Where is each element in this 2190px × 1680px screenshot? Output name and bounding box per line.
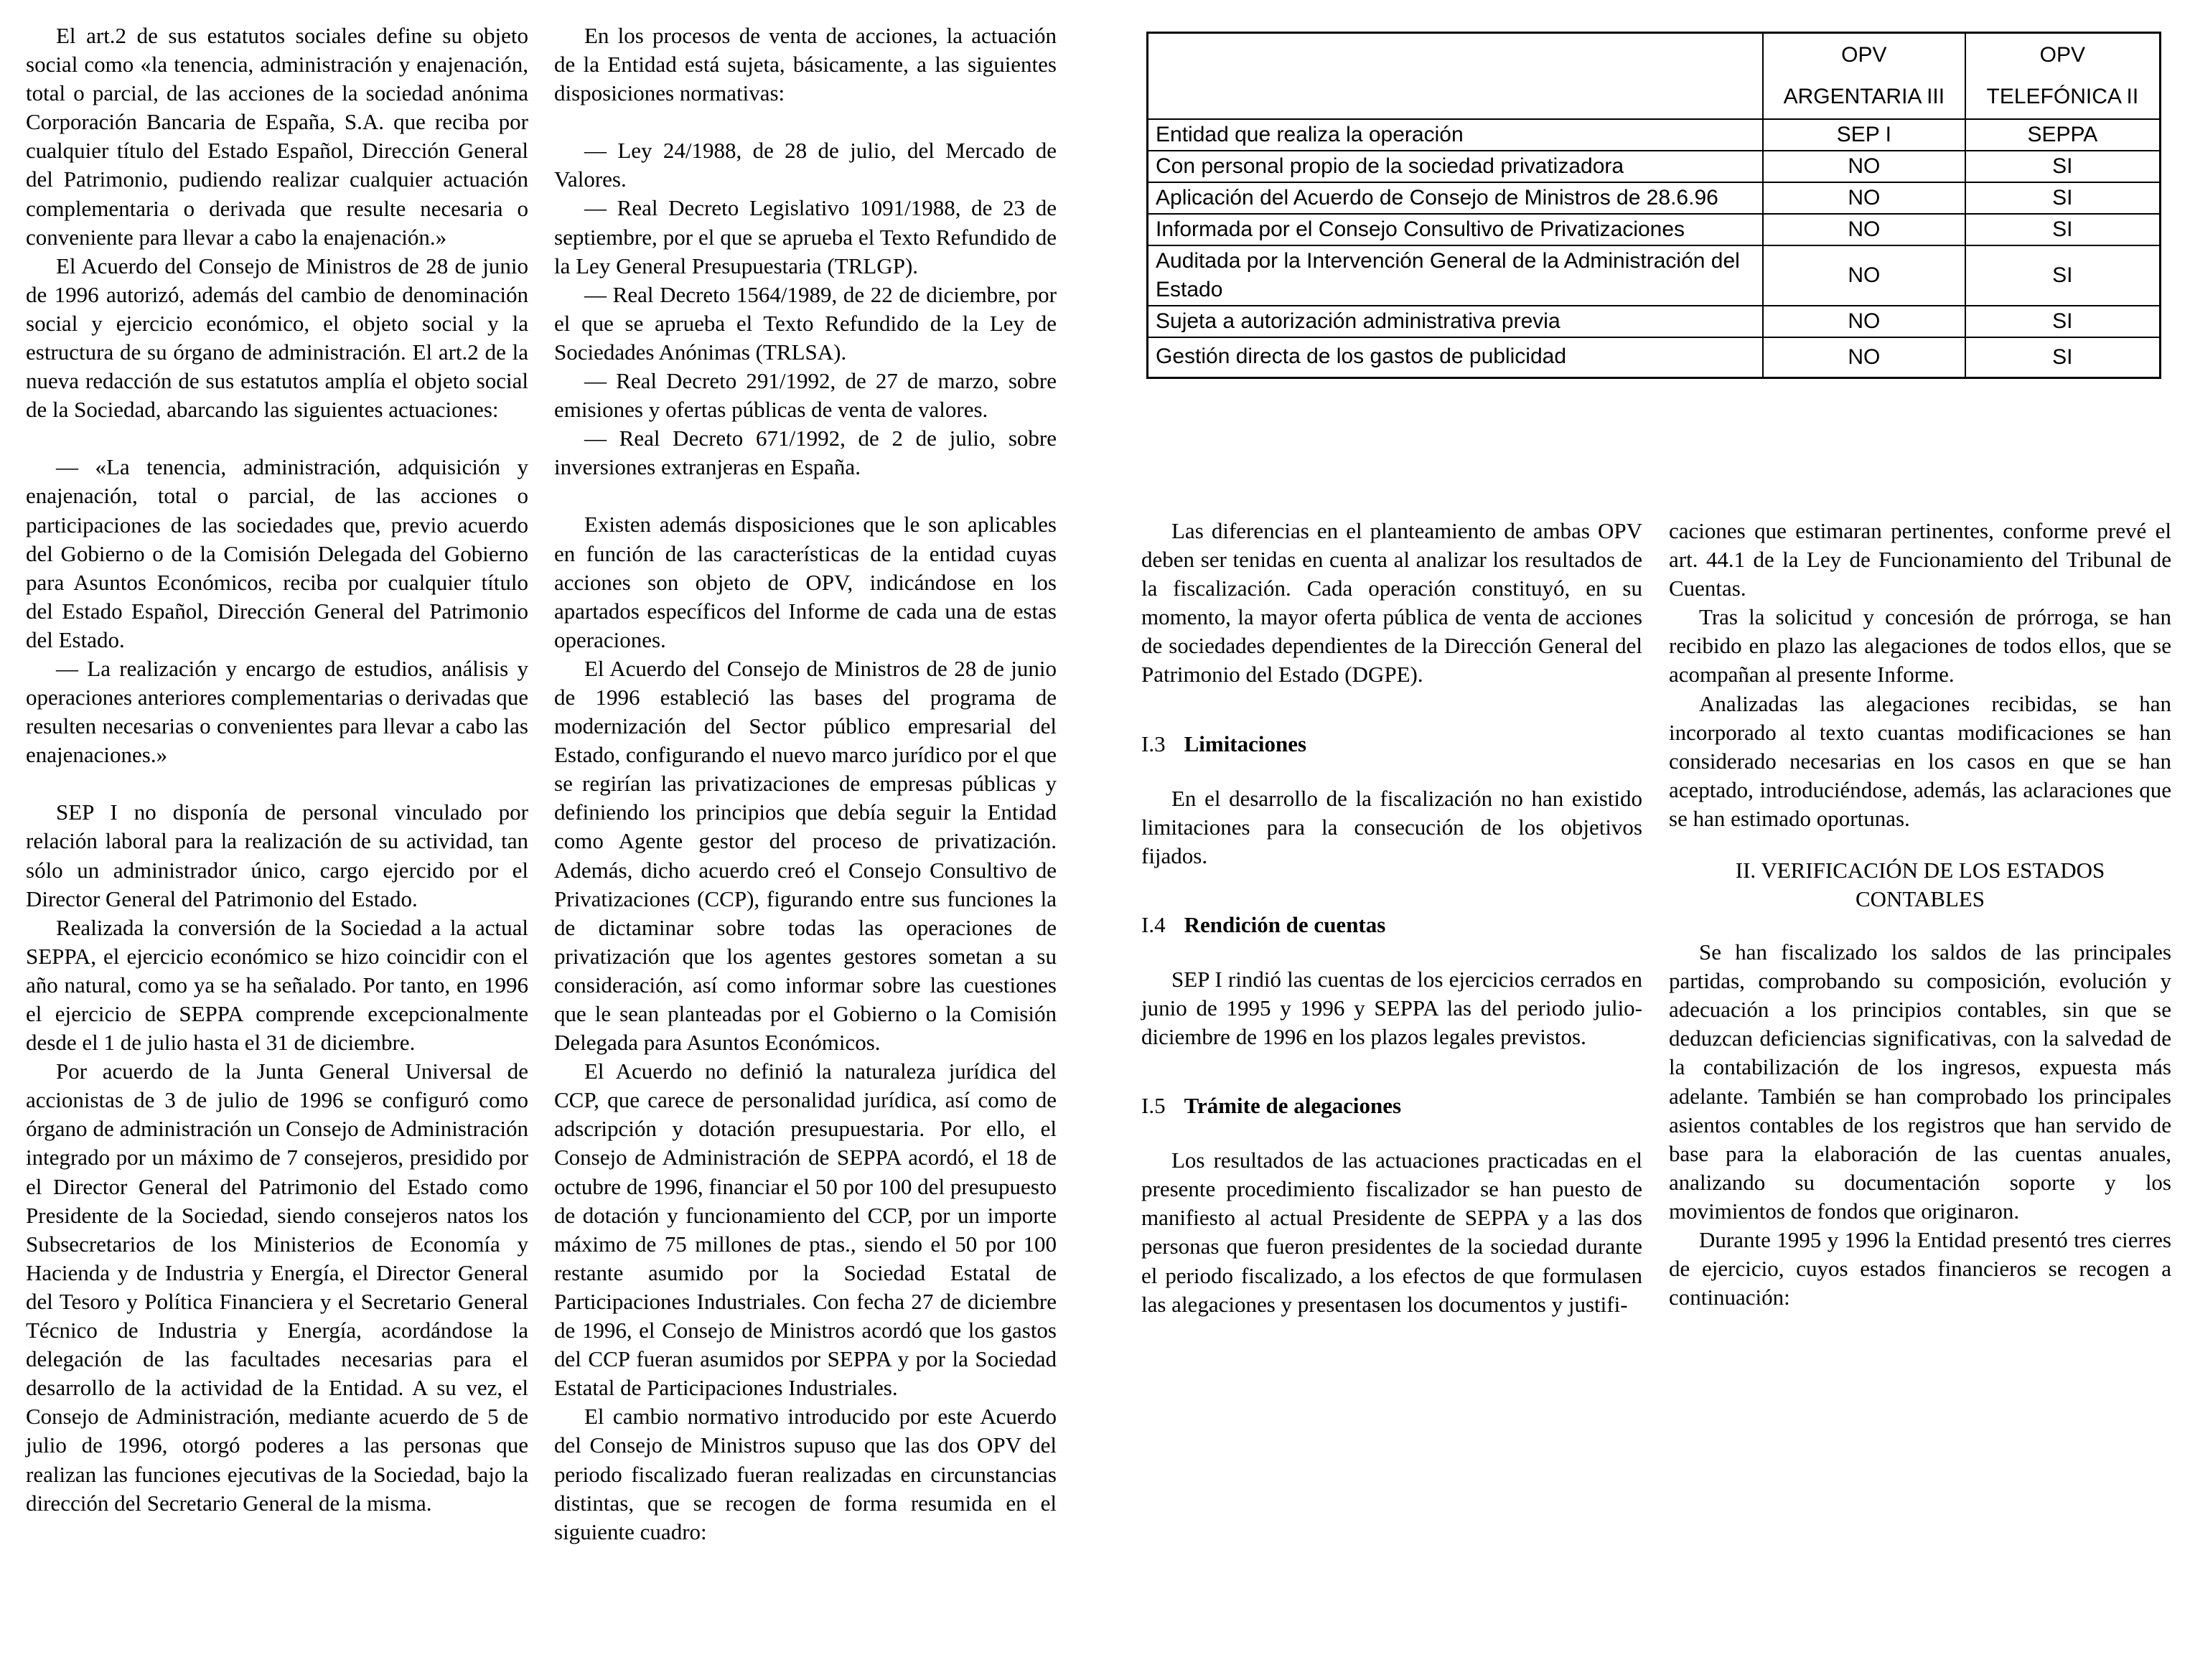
cell-telefonica: SI (1965, 306, 2161, 337)
cell-argentaria: NO (1763, 245, 1965, 306)
list-item: — Real Decreto Legislativo 1091/1988, de 23 de septiembre, por el que se aprueba el Texto Refundido de la Ley General Presupuestaria (TRLGP). (554, 195, 1057, 278)
paragraph: Tras la solicitud y concesión de prórroga, se han recibido en plazo las alegaciones de todos ellos, que se acompañan al presente Informe. (1669, 604, 2171, 688)
section-heading: II. VERIFICACIÓN DE LOS ESTADOS CONTABLES (1735, 858, 2105, 912)
paragraph: SEP I no disponía de personal vinculado por relación laboral para la realización de su actividad, tan sólo un administrador único, cargo ejercido por el Director General del Patrimonio del Estado. (26, 799, 528, 911)
table-row (1148, 214, 2161, 245)
table-header-row (1148, 33, 2161, 120)
text-column-1 (26, 22, 528, 1518)
comparison-table (1146, 32, 2161, 379)
list-item: — Ley 24/1988, de 28 de julio, del Mercado de Valores. (554, 138, 1057, 192)
column-header-telefonica: OPV TELEFÓNICA II (1965, 33, 2161, 120)
table-corner-cell (1148, 33, 1764, 120)
list-item: — Real Decreto 291/1992, de 27 de marzo, sobre emisiones y ofertas públicas de venta de valores. (554, 368, 1057, 423)
paragraph: Realizada la conversión de la Sociedad a la actual SEPPA, el ejercicio económico se hizo coincidir con el año natural, como ya se ha señalado. Por tanto, en 1996 el ejercicio de SEPPA comprende excepcionalmente desde el 1 de julio hasta el 31 de diciembre. (26, 914, 528, 1056)
quote-item: — «La tenencia, administración, adquisición y enajenación, total o parcial, de las acciones o participaciones de las sociedades que, previo acuerdo del Gobierno o de la Comisión Delegada del Gobierno para Asuntos Económicos, reciba por cualquier título del Estado Español, Dirección General del Patrimonio del Estado. (26, 454, 528, 652)
list-item: — Real Decreto 1564/1989, de 22 de diciembre, por el que se aprueba el Texto Refundido de la Ley de Sociedades Anónimas (TRLSA). (554, 281, 1057, 365)
cell-telefonica: SI (1965, 182, 2161, 214)
paragraph: Los resultados de las actuaciones practicadas en el presente procedimiento fiscalizador se han puesto de manifiesto al actual Presidente de SEPPA y a las dos personas que fueron presidentes de la sociedad durante el periodo fiscalizado, a los efectos de que formulasen las alegaciones y presentasen los documentos y justifi- (1141, 1148, 1642, 1317)
paragraph: Existen además disposiciones que le son aplicables en función de las características de la entidad cuyas acciones son objeto de OPV, indicándose en los apartados específicos del Informe de cada una de estas operaciones. (554, 512, 1057, 652)
cell-argentaria: NO (1763, 337, 1965, 378)
row-label: Informada por el Consejo Consultivo de Privatizaciones (1148, 214, 1764, 245)
paragraph: Las diferencias en el planteamiento de ambas OPV deben ser tenidas en cuenta al analizar los resultados de la fiscalización. Cada operación constituyó, en su momento, la mayor oferta pública de venta de acciones de sociedades dependientes de la Dirección General del Patrimonio del Estado (DGPE). (1141, 518, 1642, 688)
section-heading: I.3 Limitaciones (1141, 731, 1307, 756)
paragraph: SEP I rindió las cuentas de los ejercicios cerrados en junio de 1995 y 1996 y SEPPA las del periodo julio-diciembre de 1996 en los plazos legales previstos. (1141, 966, 1642, 1050)
paragraph: Por acuerdo de la Junta General Universal de accionistas de 3 de julio de 1996 se configuró como órgano de administración un Consejo de Administración integrado por un máximo de 7 consejeros, presidido por el Director General del Patrimonio del Estado como Presidente de la Sociedad, siendo consejeros natos los Subsecretarios de los Ministerios de Economía y Hacienda y de Industria y Energía, el Director General del Tesoro y Política Financiera y el Secretario General Técnico de Industria y Energía, acordándose la delegación de las facultades necesarias para el desarrollo de la actividad de la Entidad. A su vez, el Consejo de Administración, mediante acuerdo de 5 de julio de 1996, otorgó poderes a las personas que realizan las funciones ejecutivas de la Sociedad, bajo la dirección del Secretario General de la misma. (26, 1059, 528, 1516)
cell-telefonica: SEPPA (1965, 119, 2161, 151)
section-heading: I.4 Rendición de cuentas (1141, 911, 1386, 937)
paragraph: En el desarrollo de la fiscalización no han existido limitaciones para la consecución de los objetivos fijados. (1141, 785, 1642, 868)
row-label: Sujeta a autorización administrativa previa (1148, 306, 1764, 337)
paragraph: Analizadas las alegaciones recibidas, se han incorporado al texto cuantas modificaciones se han considerado necesarias en los casos en que se han aceptado, introduciéndose, además, las aclaraciones que se han estimado oportunas. (1669, 690, 2171, 831)
row-label: Con personal propio de la sociedad privatizadora (1148, 151, 1764, 182)
cell-argentaria: SEP I (1763, 119, 1965, 151)
row-label: Entidad que realiza la operación (1148, 119, 1764, 151)
paragraph: Durante 1995 y 1996 la Entidad presentó tres cierres de ejercicio, cuyos estados financieros se recogen a continuación: (1669, 1226, 2171, 1310)
paragraph: caciones que estimaran pertinentes, conforme prevé el art. 44.1 de la Ley de Funcionamiento del Tribunal de Cuentas. (1669, 518, 2171, 601)
paragraph: El Acuerdo no definió la naturaleza jurídica del CCP, que carece de personalidad jurídica, así como de adscripción y dotación presupuestaria. Por ello, el Consejo de Administración de SEPPA acordó, el 18 de octubre de 1996, financiar el 50 por 100 del presupuesto de dotación y funcionamiento del CCP, por un importe máximo de 75 millones de ptas., siendo el 50 por 100 restante asumido por la Sociedad Estatal de Participaciones Industriales. Con fecha 27 de diciembre de 1996, el Consejo de Ministros acordó que los gastos del CCP fueran asumidos por SEPPA y por la Sociedad Estatal de Participaciones Industriales. (554, 1059, 1057, 1401)
paragraph: El cambio normativo introducido por este Acuerdo del Consejo de Ministros supuso que las dos OPV del periodo fiscalizado fueran realizadas en circunstancias distintas, que se recogen de forma resumida en el siguiente cuadro: (554, 1404, 1057, 1544)
paragraph: El art.2 de sus estatutos sociales define su objeto social como «la tenencia, administración y enajenación, total o parcial, de las acciones de la sociedad anónima Corporación Bancaria de España, S.A. que reciba por cualquier título del Estado Español, Dirección General del Patrimonio, pudiendo realizar cualquier actuación complementaria o derivada que resulte necesaria o conveniente para llevar a cabo la enajenación.» (26, 23, 528, 250)
text-column-4 (1669, 517, 2171, 1312)
table-row (1148, 151, 2161, 182)
row-label: Aplicación del Acuerdo de Consejo de Ministros de 28.6.96 (1148, 182, 1764, 214)
cell-argentaria: NO (1763, 151, 1965, 182)
paragraph: Se han fiscalizado los saldos de las principales partidas, comprobando su composición, evolución y adecuación a los principios contables, sin que se deduzcan deficiencias significativas, con la salvedad de la contabilización de los ingresos, expuesta más adelante. También se han comprobado los principales asientos contables de los registros que han servido de base para la elaboración de las cuentas anuales, analizando su documentación soporte y los movimientos de fondos que originaron. (1669, 939, 2171, 1224)
column-header-argentaria: OPV ARGENTARIA III (1763, 33, 1965, 120)
cell-telefonica: SI (1965, 151, 2161, 182)
list-item: — Real Decreto 671/1992, de 2 de julio, sobre inversiones extranjeras en España. (554, 426, 1057, 480)
cell-argentaria: NO (1763, 306, 1965, 337)
text-column-3 (1141, 517, 1642, 1319)
table-row (1148, 306, 2161, 337)
cell-argentaria: NO (1763, 214, 1965, 245)
section-heading: I.5 Trámite de alegaciones (1141, 1093, 1402, 1119)
cell-telefonica: SI (1965, 245, 2161, 306)
text-column-2 (554, 22, 1057, 1547)
paragraph: El Acuerdo del Consejo de Ministros de 28 de junio de 1996 autorizó, además del cambio de denominación social y ejercicio económico, el objeto social y la estructura de su órgano de administración. El art.2 de la nueva redacción de sus estatutos amplía el objeto social de la Sociedad, abarcando las siguientes actuaciones: (26, 253, 528, 423)
table-row (1148, 337, 2161, 378)
row-label: Auditada por la Intervención General de la Administración del Estado (1148, 245, 1764, 306)
paragraph: En los procesos de venta de acciones, la actuación de la Entidad está sujeta, básicamente, a las siguientes disposiciones normativas: (554, 23, 1057, 106)
table-row (1148, 245, 2161, 306)
paragraph: El Acuerdo del Consejo de Ministros de 28 de junio de 1996 estableció las bases del programa de modernización del Sector público empresarial del Estado, configurando el nuevo marco jurídico por el que se regirían las privatizaciones de empresas públicas y definiendo los principios que debía seguir la Entidad como Agente gestor del proceso de privatización. Además, dicho acuerdo creó el Consejo Consultivo de Privatizaciones (CCP), figurando entre sus funciones la de dictaminar sobre todas las operaciones de privatización que los agentes gestores sometan a su consideración, así como informar sobre las cuestiones que le sean planteadas por el Gobierno o la Comisión Delegada para Asuntos Económicos. (554, 655, 1057, 1056)
cell-telefonica: SI (1965, 214, 2161, 245)
cell-telefonica: SI (1965, 337, 2161, 378)
cell-argentaria: NO (1763, 182, 1965, 214)
quote-item: — La realización y encargo de estudios, análisis y operaciones anteriores complementarias o derivadas que resulten necesarias o convenientes para llevar a cabo las enajenaciones.» (26, 655, 528, 768)
row-label: Gestión directa de los gastos de publicidad (1148, 337, 1764, 378)
table-row (1148, 119, 2161, 151)
table-row (1148, 182, 2161, 214)
